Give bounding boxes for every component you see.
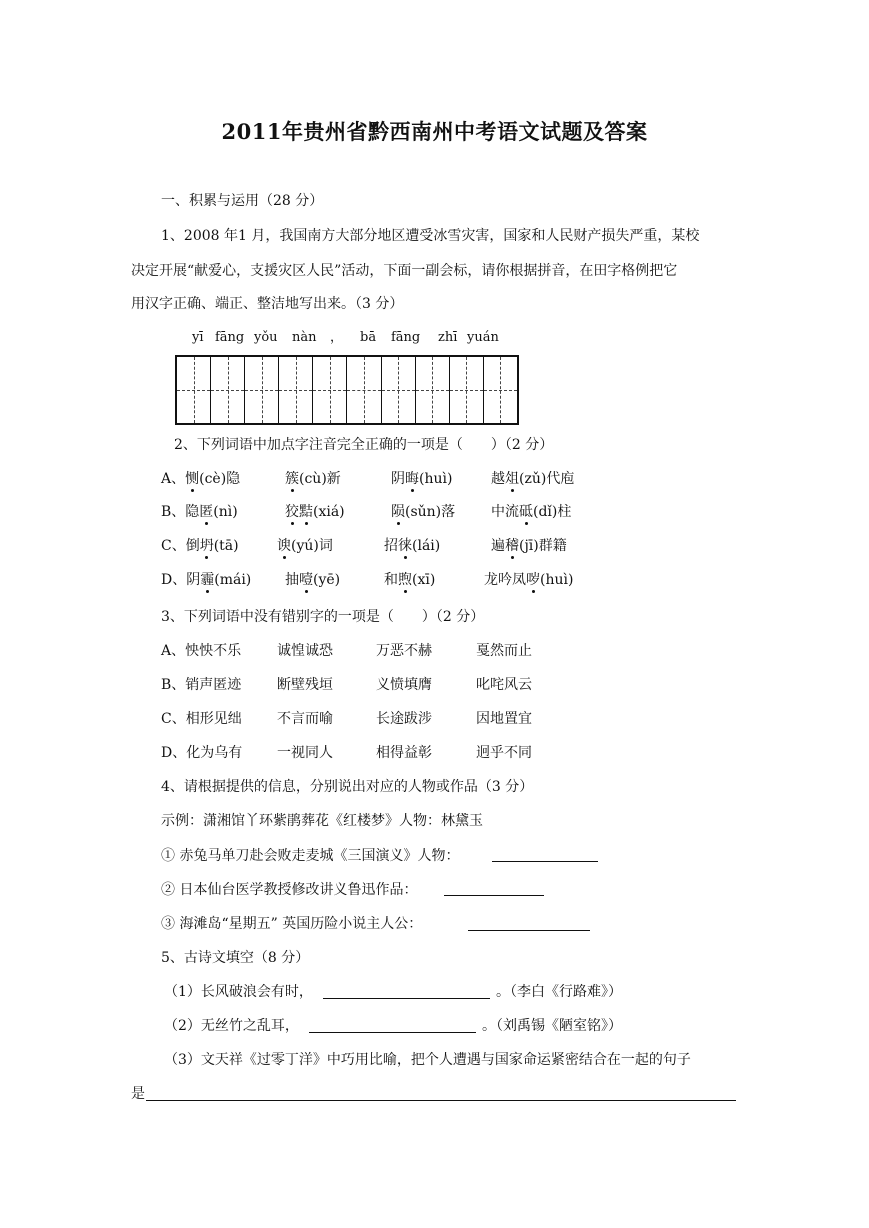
answer-blank[interactable] — [468, 930, 590, 931]
q4-item-1: ① 赤兔马单刀赴会败走麦城《三国演义》人物： — [161, 848, 460, 864]
q4-example: 示例：潇湘馆丫环紫鹃葬花《红楼梦》人物：林黛玉 — [161, 813, 483, 829]
q4-stem: 4、请根据提供的信息，分别说出对应的人物或作品（3 分） — [161, 779, 534, 795]
q1-text-line3: 用汉字正确、端正、整洁地写出来。（3 分） — [131, 296, 404, 312]
grid-cell[interactable] — [245, 357, 279, 423]
page-title: 2011年贵州省黔西南州中考语文试题及答案 — [221, 119, 648, 144]
pinyin-syllable: fāng — [391, 330, 421, 345]
grid-cell[interactable] — [484, 357, 517, 423]
pinyin-syllable: zhī — [438, 330, 458, 345]
pinyin-syllable: fāng — [215, 330, 245, 345]
section-heading: 一、积累与运用（28 分） — [161, 193, 324, 209]
grid-cell[interactable] — [313, 357, 347, 423]
q3-stem: 3、下列词语中没有错别字的一项是（ ）（2 分） — [161, 609, 485, 625]
grid-cell[interactable] — [347, 357, 381, 423]
grid-cell[interactable] — [382, 357, 416, 423]
q4-item-2: ② 日本仙台医学教授修改讲义鲁迅作品： — [161, 882, 418, 898]
answer-blank[interactable] — [309, 1032, 476, 1033]
pinyin-syllable: nàn — [292, 330, 317, 345]
q5-item-3-line2: 是 — [131, 1086, 145, 1102]
pinyin-syllable: yī — [192, 330, 204, 345]
answer-blank[interactable] — [146, 1100, 736, 1101]
q2-stem: 2、下列词语中加点字注音完全正确的一项是（ ）（2 分） — [174, 437, 554, 453]
pinyin-syllable: yuán — [467, 330, 499, 345]
q4-item-3: ③ 海滩岛“星期五” 英国历险小说主人公： — [161, 916, 423, 932]
grid-cell[interactable] — [177, 357, 211, 423]
pinyin-syllable: yǒu — [254, 330, 278, 345]
answer-blank[interactable] — [323, 998, 490, 999]
q1-text-line2: 决定开展“献爱心，支援灾区人民”活动，下面一副会标，请你根据拼音，在田字格例把它 — [131, 263, 678, 279]
q5-item-3-line1: （3）文天祥《过零丁洋》中巧用比喻，把个人遭遇与国家命运紧密结合在一起的句子 — [164, 1052, 691, 1068]
pinyin-syllable: bā — [360, 330, 377, 345]
q5-item-1-before: （1）长风破浪会有时， — [164, 984, 313, 1000]
q1-text-line1: 1、2008 年1 月，我国南方大部分地区遭受冰雪灾害，国家和人民财产损失严重，某校 — [161, 228, 700, 244]
q5-item-1-after: 。（李白《行路难》） — [496, 984, 622, 1000]
grid-cell[interactable] — [211, 357, 245, 423]
answer-blank[interactable] — [444, 895, 544, 896]
grid-cell[interactable] — [279, 357, 313, 423]
pinyin-syllable: ， — [330, 330, 344, 345]
grid-cell[interactable] — [416, 357, 450, 423]
q5-item-2-after: 。（刘禹锡《陋室铭》） — [482, 1018, 622, 1034]
q5-stem: 5、古诗文填空（8 分） — [161, 950, 310, 966]
tianzige-writing-grid[interactable] — [175, 355, 519, 425]
answer-blank[interactable] — [492, 861, 598, 862]
q5-item-2-before: （2）无丝竹之乱耳， — [164, 1018, 299, 1034]
grid-cell[interactable] — [450, 357, 484, 423]
